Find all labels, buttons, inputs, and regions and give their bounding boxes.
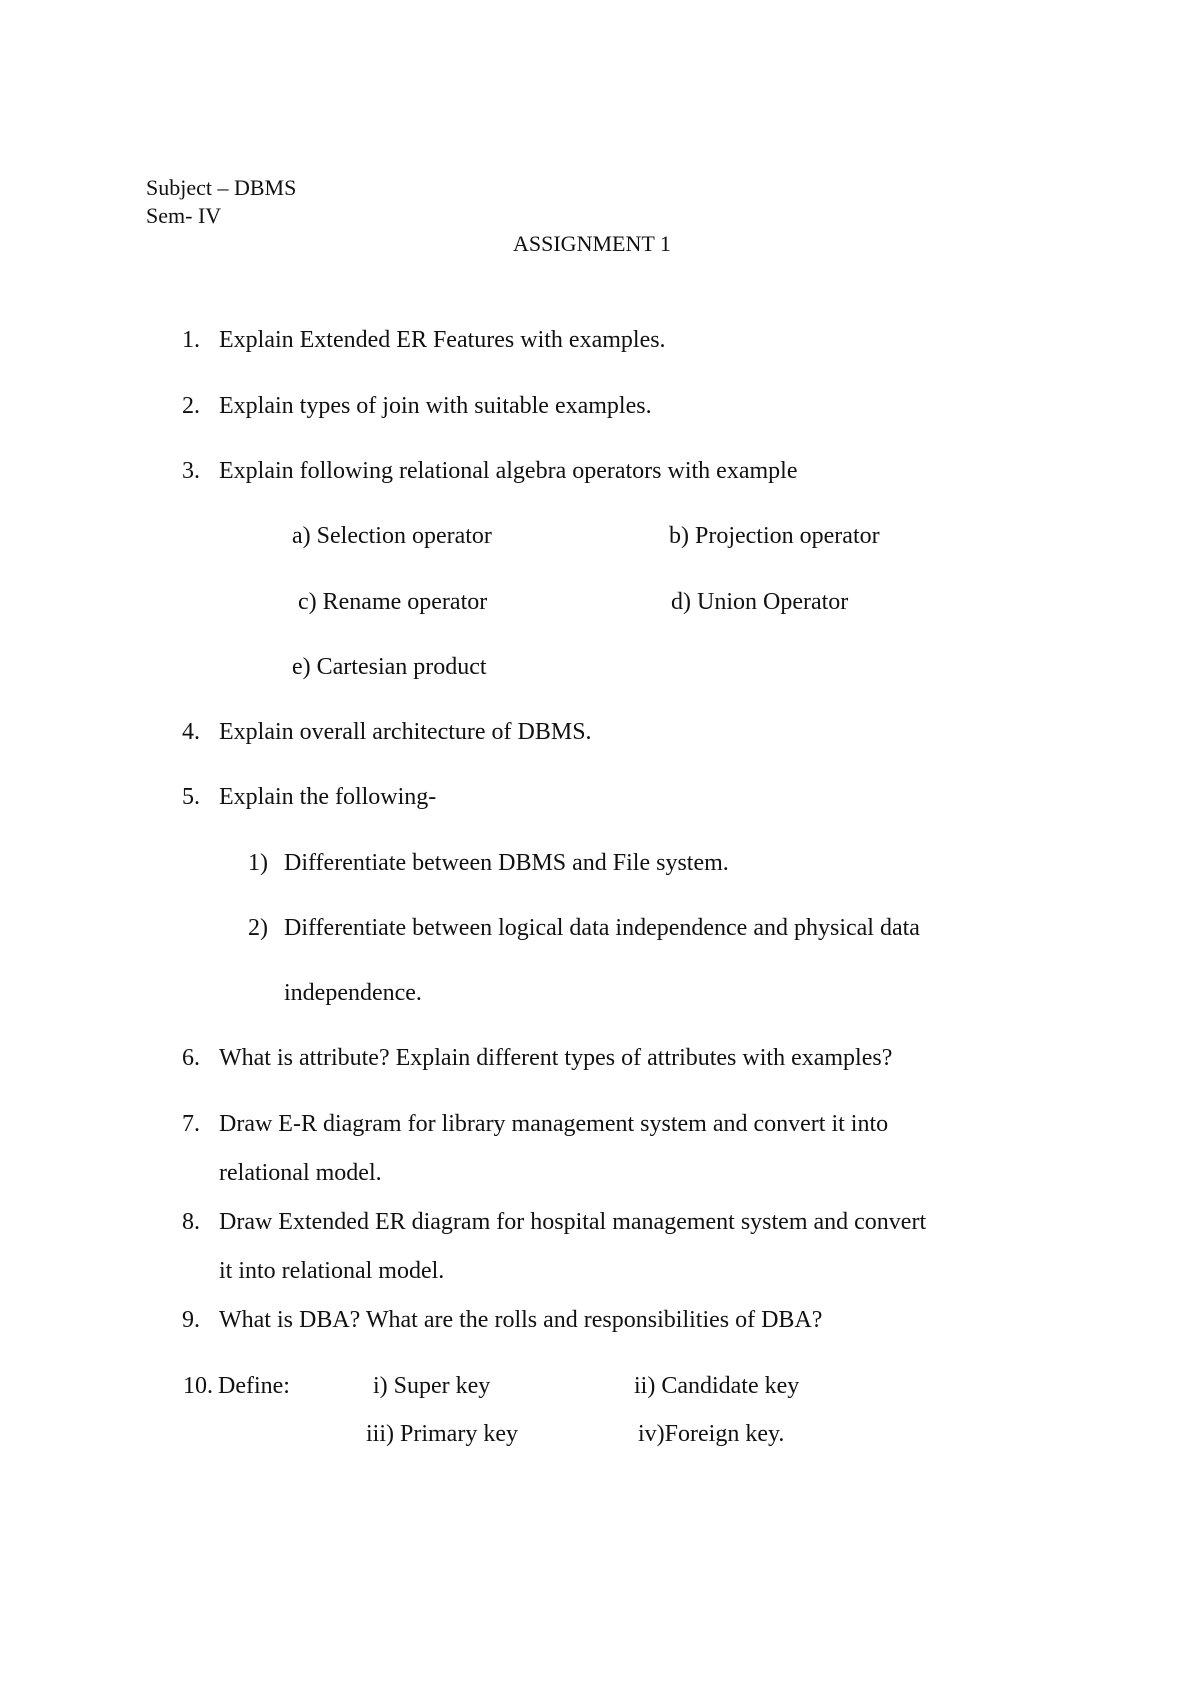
question-number: 8. [182, 1209, 200, 1235]
sub-item: iv)Foreign key. [638, 1421, 785, 1447]
question-number: 2. [182, 393, 200, 419]
question-text: Explain overall architecture of DBMS. [219, 719, 592, 745]
sub-item: c) Rename operator [298, 589, 488, 615]
page-title: ASSIGNMENT 1 [513, 231, 671, 256]
question-number: 3. [182, 458, 200, 484]
question-text: Draw E-R diagram for library management system and convert it into [219, 1111, 889, 1137]
semester-line: Sem- IV [146, 203, 222, 228]
sub-item: d) Union Operator [671, 589, 849, 615]
question-text: Explain the following- [219, 784, 437, 810]
sub-item-number: 2) [248, 915, 268, 941]
question-continuation: relational model. [219, 1160, 382, 1186]
sub-item: e) Cartesian product [292, 654, 487, 680]
sub-item: i) Super key [373, 1373, 491, 1399]
question-number: 4. [182, 719, 200, 745]
sub-item: ii) Candidate key [634, 1373, 800, 1399]
question-number: 6. [182, 1045, 200, 1071]
sub-item: Differentiate between DBMS and File system. [284, 850, 729, 876]
question-text: Explain types of join with suitable examples. [219, 393, 652, 419]
question-number: 9. [182, 1307, 200, 1333]
question-number: 7. [182, 1111, 200, 1137]
sub-item-number: 1) [248, 850, 268, 876]
question-number: 5. [182, 784, 200, 810]
question-text: Explain following relational algebra operators with example [219, 458, 798, 484]
sub-item: iii) Primary key [366, 1421, 518, 1447]
sub-item: Differentiate between logical data independence and physical data [284, 915, 920, 941]
question-text: Explain Extended ER Features with examples. [219, 327, 666, 353]
question-number: 10. [183, 1373, 213, 1399]
subject-line: Subject – DBMS [146, 175, 297, 200]
question-text: What is DBA? What are the rolls and responsibilities of DBA? [219, 1307, 823, 1333]
question-continuation: it into relational model. [219, 1258, 445, 1284]
sub-item: b) Projection operator [669, 523, 880, 549]
question-text: What is attribute? Explain different types of attributes with examples? [219, 1045, 893, 1071]
question-number: 1. [182, 327, 200, 353]
sub-item: a) Selection operator [292, 523, 492, 549]
question-text: Draw Extended ER diagram for hospital management system and convert [219, 1209, 927, 1235]
question-text: Define: [218, 1373, 290, 1399]
sub-item-continuation: independence. [284, 980, 422, 1006]
